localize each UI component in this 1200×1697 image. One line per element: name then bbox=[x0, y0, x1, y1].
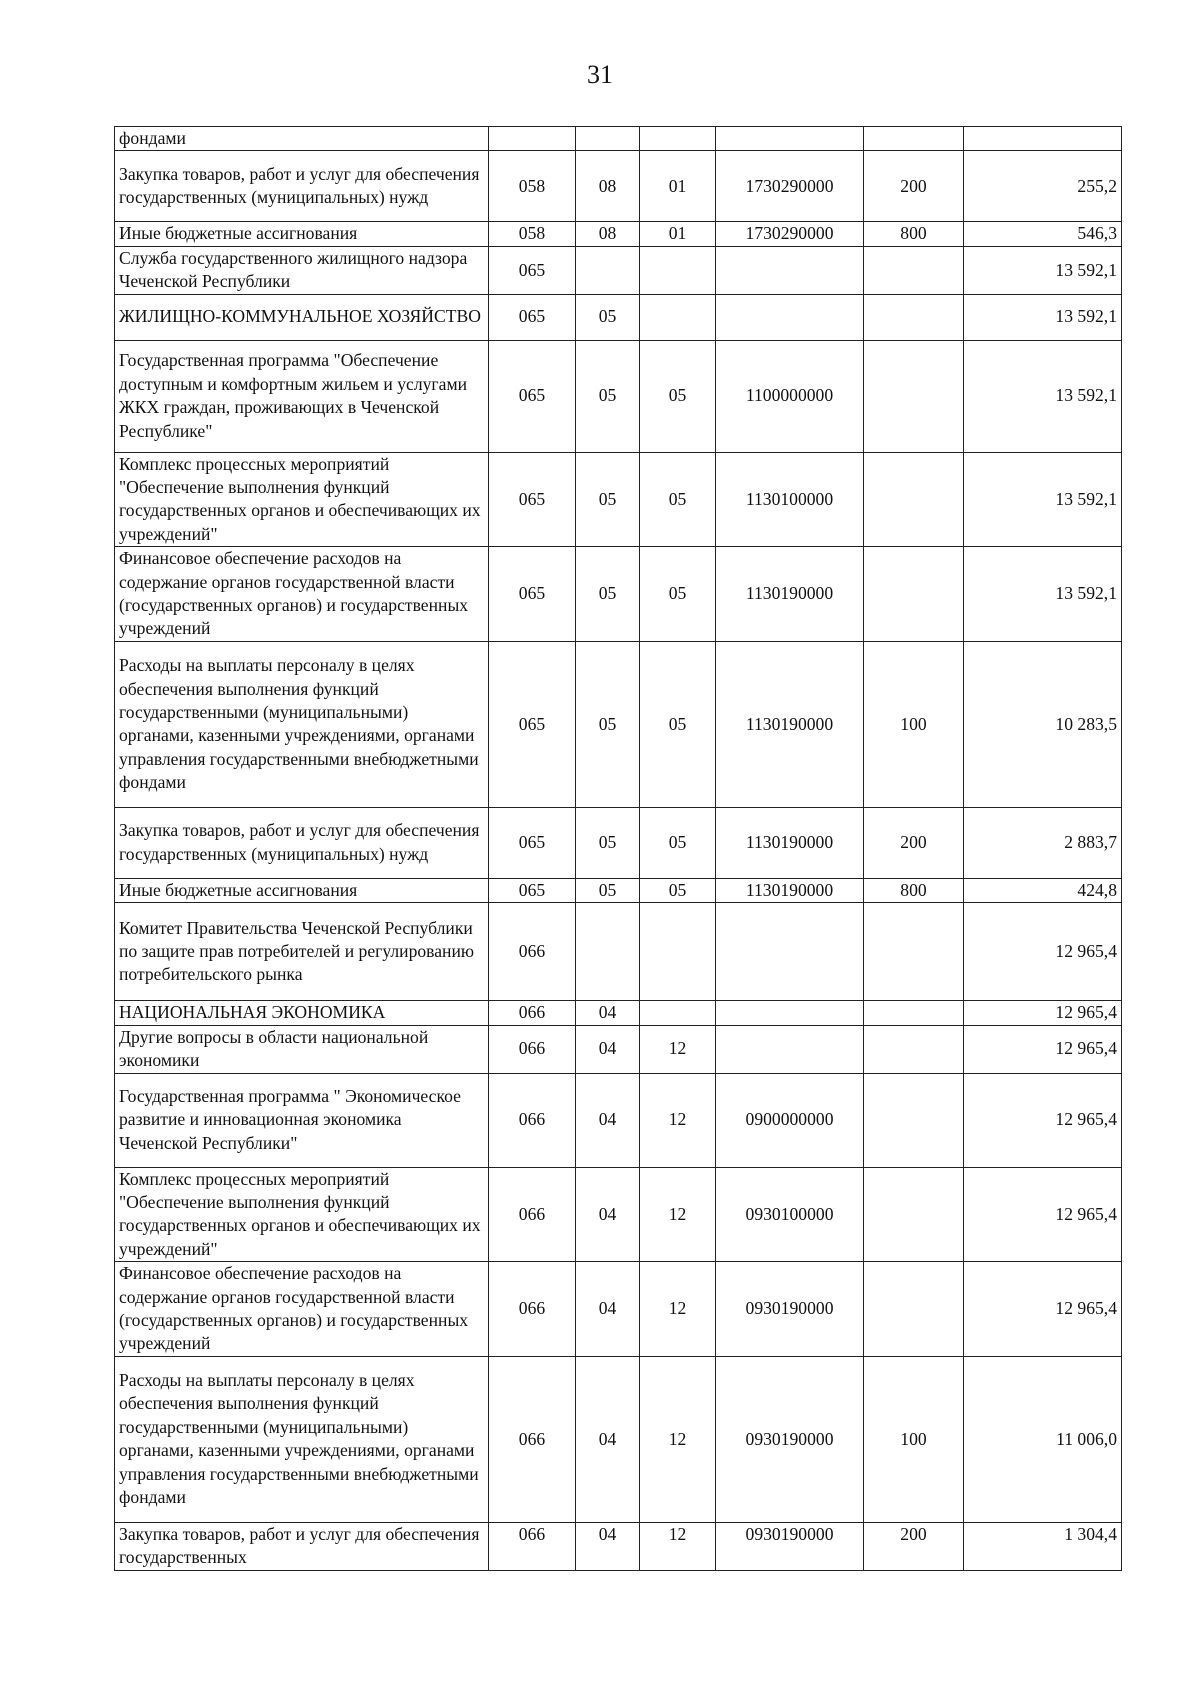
row-ved-cell: 066 bbox=[489, 1025, 576, 1073]
table-row bbox=[115, 641, 1122, 807]
row-csr-cell: 1730290000 bbox=[716, 151, 864, 222]
table-row bbox=[115, 222, 1122, 246]
row-rz-cell bbox=[576, 246, 640, 294]
row-pr-cell: 05 bbox=[640, 452, 716, 547]
row-name-cell: Иные бюджетные ассигнования bbox=[115, 878, 489, 902]
row-name-cell: Закупка товаров, работ и услуг для обеспечения государственных bbox=[115, 1522, 489, 1570]
row-ved-cell: 065 bbox=[489, 878, 576, 902]
table-row bbox=[115, 1167, 1122, 1262]
row-name-cell: Государственная программа "Обеспечение доступным и комфортным жильем и услугами ЖКХ граждан, проживающих в Чеченской Республике" bbox=[115, 340, 489, 452]
row-rz-cell: 05 bbox=[576, 547, 640, 642]
row-csr-cell: 0930190000 bbox=[716, 1522, 864, 1570]
table-row bbox=[115, 903, 1122, 1001]
row-vr-cell bbox=[864, 1262, 964, 1357]
row-ved-cell: 066 bbox=[489, 1356, 576, 1522]
row-name-cell: Расходы на выплаты персоналу в целях обеспечения выполнения функций государственными (муниципальными) органами, казенными учреждениями, органами управления государственными внебюджетными фондами bbox=[115, 641, 489, 807]
row-rz-cell: 05 bbox=[576, 807, 640, 878]
row-ved-cell: 058 bbox=[489, 222, 576, 246]
row-vr-cell: 100 bbox=[864, 641, 964, 807]
row-rz-cell bbox=[576, 903, 640, 1001]
row-csr-cell: 1130190000 bbox=[716, 807, 864, 878]
row-pr-cell: 05 bbox=[640, 807, 716, 878]
row-rz-cell: 04 bbox=[576, 1025, 640, 1073]
row-rz-cell: 04 bbox=[576, 1073, 640, 1167]
row-pr-cell: 05 bbox=[640, 878, 716, 902]
row-pr-cell: 05 bbox=[640, 641, 716, 807]
row-name-cell: Комитет Правительства Чеченской Республики по защите прав потребителей и регулированию потребительского рынка bbox=[115, 903, 489, 1001]
row-sum-cell: 2 883,7 bbox=[964, 807, 1122, 878]
row-sum-cell: 424,8 bbox=[964, 878, 1122, 902]
row-name-cell: Финансовое обеспечение расходов на содержание органов государственной власти (государственных органов) и государственных учреждений bbox=[115, 1262, 489, 1357]
row-pr-cell: 05 bbox=[640, 547, 716, 642]
table-row bbox=[115, 294, 1122, 340]
table-row bbox=[115, 1356, 1122, 1522]
row-csr-cell bbox=[716, 246, 864, 294]
row-pr-cell: 12 bbox=[640, 1073, 716, 1167]
row-name-cell: Закупка товаров, работ и услуг для обеспечения государственных (муниципальных) нужд bbox=[115, 151, 489, 222]
row-ved-cell: 065 bbox=[489, 641, 576, 807]
table-row bbox=[115, 246, 1122, 294]
row-sum-cell: 12 965,4 bbox=[964, 1073, 1122, 1167]
row-name-cell: Комплекс процессных мероприятий "Обеспечение выполнения функций государственных органов и обеспечивающих их учреждений" bbox=[115, 1167, 489, 1262]
row-sum-cell: 546,3 bbox=[964, 222, 1122, 246]
row-csr-cell: 0930190000 bbox=[716, 1262, 864, 1357]
row-vr-cell bbox=[864, 294, 964, 340]
row-ved-cell: 066 bbox=[489, 1262, 576, 1357]
row-sum-cell: 12 965,4 bbox=[964, 1262, 1122, 1357]
row-csr-cell bbox=[716, 1001, 864, 1025]
row-pr-cell bbox=[640, 1001, 716, 1025]
row-ved-cell: 065 bbox=[489, 294, 576, 340]
row-ved-cell: 065 bbox=[489, 246, 576, 294]
row-rz-cell: 04 bbox=[576, 1356, 640, 1522]
row-vr-cell: 200 bbox=[864, 1522, 964, 1570]
row-csr-cell: 1130190000 bbox=[716, 547, 864, 642]
row-csr-cell: 0900000000 bbox=[716, 1073, 864, 1167]
row-vr-cell bbox=[864, 1001, 964, 1025]
row-pr-cell: 12 bbox=[640, 1167, 716, 1262]
row-sum-cell: 1 304,4 bbox=[964, 1522, 1122, 1570]
row-vr-cell bbox=[864, 340, 964, 452]
row-vr-cell: 200 bbox=[864, 807, 964, 878]
row-rz-cell: 04 bbox=[576, 1001, 640, 1025]
table-row bbox=[115, 547, 1122, 642]
row-name-cell: НАЦИОНАЛЬНАЯ ЭКОНОМИКА bbox=[115, 1001, 489, 1025]
row-pr-cell: 01 bbox=[640, 151, 716, 222]
row-vr-cell bbox=[864, 127, 964, 151]
row-rz-cell: 08 bbox=[576, 222, 640, 246]
row-pr-cell bbox=[640, 294, 716, 340]
row-ved-cell: 065 bbox=[489, 340, 576, 452]
row-rz-cell: 08 bbox=[576, 151, 640, 222]
row-sum-cell: 10 283,5 bbox=[964, 641, 1122, 807]
row-pr-cell: 12 bbox=[640, 1025, 716, 1073]
table-row bbox=[115, 127, 1122, 151]
row-csr-cell: 0930100000 bbox=[716, 1167, 864, 1262]
row-vr-cell bbox=[864, 1167, 964, 1262]
row-sum-cell: 11 006,0 bbox=[964, 1356, 1122, 1522]
row-csr-cell bbox=[716, 903, 864, 1001]
row-sum-cell: 12 965,4 bbox=[964, 1001, 1122, 1025]
row-vr-cell bbox=[864, 1025, 964, 1073]
table-row bbox=[115, 340, 1122, 452]
table-row bbox=[115, 452, 1122, 547]
row-sum-cell: 12 965,4 bbox=[964, 903, 1122, 1001]
row-csr-cell bbox=[716, 1025, 864, 1073]
row-sum-cell: 12 965,4 bbox=[964, 1025, 1122, 1073]
row-pr-cell bbox=[640, 903, 716, 1001]
row-ved-cell: 066 bbox=[489, 903, 576, 1001]
row-csr-cell bbox=[716, 294, 864, 340]
row-vr-cell bbox=[864, 903, 964, 1001]
row-csr-cell: 1100000000 bbox=[716, 340, 864, 452]
row-rz-cell: 05 bbox=[576, 294, 640, 340]
row-rz-cell bbox=[576, 127, 640, 151]
row-sum-cell: 13 592,1 bbox=[964, 246, 1122, 294]
row-rz-cell: 05 bbox=[576, 340, 640, 452]
row-sum-cell: 13 592,1 bbox=[964, 340, 1122, 452]
table-row bbox=[115, 807, 1122, 878]
row-vr-cell: 200 bbox=[864, 151, 964, 222]
row-ved-cell: 065 bbox=[489, 807, 576, 878]
table-row bbox=[115, 1073, 1122, 1167]
table-row bbox=[115, 1522, 1122, 1570]
row-ved-cell: 066 bbox=[489, 1522, 576, 1570]
row-csr-cell: 1730290000 bbox=[716, 222, 864, 246]
row-pr-cell: 12 bbox=[640, 1262, 716, 1357]
table-row bbox=[115, 151, 1122, 222]
table-row bbox=[115, 1025, 1122, 1073]
row-pr-cell: 01 bbox=[640, 222, 716, 246]
row-rz-cell: 05 bbox=[576, 878, 640, 902]
row-pr-cell: 12 bbox=[640, 1522, 716, 1570]
row-name-cell: фондами bbox=[115, 127, 489, 151]
table-row bbox=[115, 878, 1122, 902]
row-csr-cell: 0930190000 bbox=[716, 1356, 864, 1522]
row-name-cell: Финансовое обеспечение расходов на содержание органов государственной власти (государственных органов) и государственных учреждений bbox=[115, 547, 489, 642]
row-rz-cell: 04 bbox=[576, 1522, 640, 1570]
row-vr-cell bbox=[864, 452, 964, 547]
row-pr-cell bbox=[640, 127, 716, 151]
page-number: 31 bbox=[587, 60, 613, 89]
row-ved-cell: 066 bbox=[489, 1001, 576, 1025]
row-name-cell: Служба государственного жилищного надзора Чеченской Республики bbox=[115, 246, 489, 294]
row-csr-cell: 1130190000 bbox=[716, 878, 864, 902]
row-vr-cell bbox=[864, 246, 964, 294]
row-name-cell: Иные бюджетные ассигнования bbox=[115, 222, 489, 246]
row-name-cell: Комплекс процессных мероприятий "Обеспечение выполнения функций государственных органов и обеспечивающих их учреждений" bbox=[115, 452, 489, 547]
row-rz-cell: 05 bbox=[576, 641, 640, 807]
row-pr-cell bbox=[640, 246, 716, 294]
row-name-cell: Расходы на выплаты персоналу в целях обеспечения выполнения функций государственными (муниципальными) органами, казенными учреждениями, органами управления государственными внебюджетными фондами bbox=[115, 1356, 489, 1522]
row-name-cell: ЖИЛИЩНО-КОММУНАЛЬНОЕ ХОЗЯЙСТВО bbox=[115, 294, 489, 340]
row-pr-cell: 05 bbox=[640, 340, 716, 452]
row-vr-cell: 100 bbox=[864, 1356, 964, 1522]
row-ved-cell bbox=[489, 127, 576, 151]
budget-table bbox=[114, 126, 1122, 1571]
row-sum-cell: 13 592,1 bbox=[964, 294, 1122, 340]
row-ved-cell: 066 bbox=[489, 1073, 576, 1167]
row-rz-cell: 05 bbox=[576, 452, 640, 547]
row-rz-cell: 04 bbox=[576, 1262, 640, 1357]
row-name-cell: Государственная программа " Экономическое развитие и инновационная экономика Чеченской Республики" bbox=[115, 1073, 489, 1167]
row-sum-cell: 13 592,1 bbox=[964, 547, 1122, 642]
row-vr-cell bbox=[864, 547, 964, 642]
row-name-cell: Другие вопросы в области национальной экономики bbox=[115, 1025, 489, 1073]
row-csr-cell: 1130190000 bbox=[716, 641, 864, 807]
row-vr-cell: 800 bbox=[864, 222, 964, 246]
row-rz-cell: 04 bbox=[576, 1167, 640, 1262]
row-pr-cell: 12 bbox=[640, 1356, 716, 1522]
row-vr-cell: 800 bbox=[864, 878, 964, 902]
row-ved-cell: 066 bbox=[489, 1167, 576, 1262]
row-csr-cell: 1130100000 bbox=[716, 452, 864, 547]
table-row bbox=[115, 1001, 1122, 1025]
row-csr-cell bbox=[716, 127, 864, 151]
table-row bbox=[115, 1262, 1122, 1357]
row-ved-cell: 065 bbox=[489, 547, 576, 642]
row-name-cell: Закупка товаров, работ и услуг для обеспечения государственных (муниципальных) нужд bbox=[115, 807, 489, 878]
row-sum-cell: 13 592,1 bbox=[964, 452, 1122, 547]
row-sum-cell: 255,2 bbox=[964, 151, 1122, 222]
row-ved-cell: 065 bbox=[489, 452, 576, 547]
row-sum-cell bbox=[964, 127, 1122, 151]
row-ved-cell: 058 bbox=[489, 151, 576, 222]
row-sum-cell: 12 965,4 bbox=[964, 1167, 1122, 1262]
row-vr-cell bbox=[864, 1073, 964, 1167]
